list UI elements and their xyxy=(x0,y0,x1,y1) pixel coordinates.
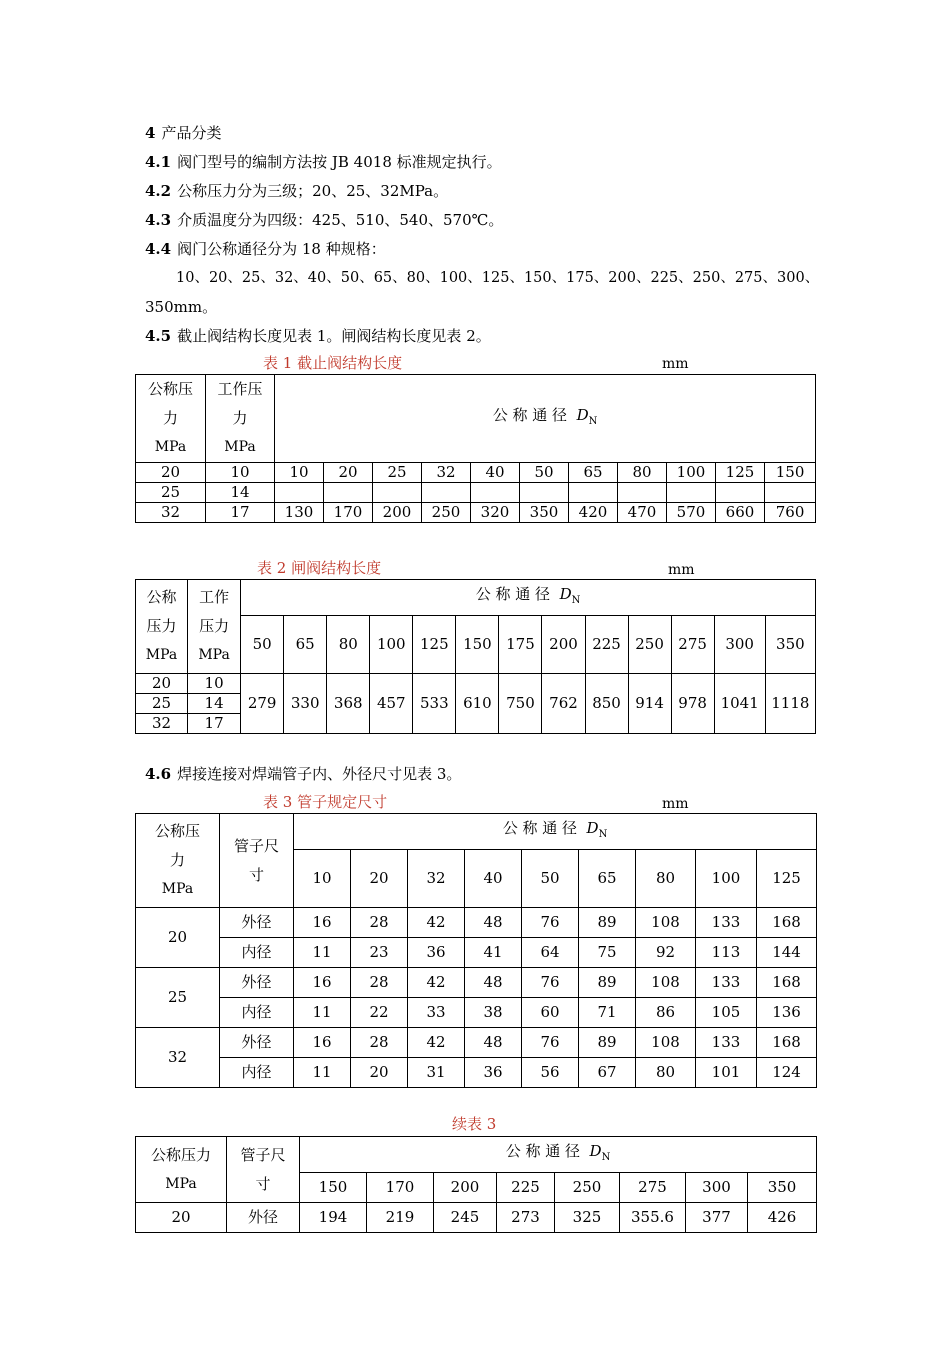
table-cell: 80 xyxy=(636,850,696,908)
table-row xyxy=(136,674,816,694)
table3b xyxy=(135,1136,817,1233)
table-cell: 275 xyxy=(620,1173,686,1203)
table-cell: 420 xyxy=(569,503,618,523)
table-cell: 762 xyxy=(542,674,585,734)
table-cell: 71 xyxy=(579,998,636,1028)
table-cell: 610 xyxy=(456,674,499,734)
table-cell: 16 xyxy=(294,908,351,938)
table-cell: 50 xyxy=(241,616,284,674)
table-cell: 350 xyxy=(520,503,569,523)
table-cell: 20 xyxy=(136,908,220,968)
table-row xyxy=(136,998,817,1028)
table-row xyxy=(136,1028,817,1058)
table-cell: 36 xyxy=(408,938,465,968)
table-cell: 1118 xyxy=(765,674,815,734)
table-cell: 200 xyxy=(542,616,585,674)
table-cell: 25 xyxy=(373,463,422,483)
table1-caption: 表 1 截止阀结构长度 xyxy=(263,354,403,372)
table1 xyxy=(135,374,816,523)
para-4-6: 4.6 焊接连接对焊端管子内、外径尺寸见表 3。 xyxy=(145,765,462,783)
table-cell: 外径 xyxy=(220,1028,294,1058)
table-cell: 89 xyxy=(579,1028,636,1058)
table-cell: 470 xyxy=(618,503,667,523)
table-cell xyxy=(667,483,716,503)
table-cell: 11 xyxy=(294,1058,351,1088)
table-cell: 外径 xyxy=(227,1203,300,1233)
table-cell: 22 xyxy=(351,998,408,1028)
table-cell: 200 xyxy=(434,1173,497,1203)
table-cell: 36 xyxy=(465,1058,522,1088)
table-cell: 150 xyxy=(765,463,816,483)
table-cell: 65 xyxy=(569,463,618,483)
table1-unit: mm xyxy=(662,356,689,372)
table-cell: 89 xyxy=(579,968,636,998)
table-cell: 355.6 xyxy=(620,1203,686,1233)
table-cell: 16 xyxy=(294,1028,351,1058)
table-cell: 28 xyxy=(351,968,408,998)
table-cell: 130 xyxy=(275,503,324,523)
table-cell: 533 xyxy=(413,674,456,734)
table-cell: 275 xyxy=(671,616,714,674)
table-cell xyxy=(422,483,471,503)
table-cell: 978 xyxy=(671,674,714,734)
table-cell: 67 xyxy=(579,1058,636,1088)
table-cell: 320 xyxy=(471,503,520,523)
table-cell: 170 xyxy=(324,503,373,523)
table-cell: 330 xyxy=(284,674,327,734)
table-cell: 89 xyxy=(579,908,636,938)
table-cell: 20 xyxy=(136,674,188,694)
table-cell: 350 xyxy=(765,616,815,674)
table-cell xyxy=(520,483,569,503)
table3-header-dn: 公 称 通 径 $D_N$ xyxy=(294,814,817,850)
table-cell: 40 xyxy=(471,463,520,483)
table-cell: 570 xyxy=(667,503,716,523)
table-cell: 660 xyxy=(716,503,765,523)
table-cell: 170 xyxy=(367,1173,434,1203)
table-cell: 168 xyxy=(757,1028,817,1058)
table2-caption: 表 2 闸阀结构长度 xyxy=(257,559,382,577)
table-cell: 16 xyxy=(294,968,351,998)
table-cell: 25 xyxy=(136,694,188,714)
table-cell: 300 xyxy=(686,1173,748,1203)
table-cell: 105 xyxy=(696,998,757,1028)
table2-unit: mm xyxy=(668,562,695,578)
table-cell: 20 xyxy=(324,463,373,483)
para-4-1: 4.1 阀门型号的编制方法按 JB 4018 标准规定执行。 xyxy=(145,153,502,171)
table-cell: 48 xyxy=(465,908,522,938)
table-cell: 32 xyxy=(408,850,465,908)
table-cell: 101 xyxy=(696,1058,757,1088)
table2-header-pressure: 公称 压力 MPa xyxy=(136,580,188,674)
table-cell: 426 xyxy=(748,1203,817,1233)
para-4-4: 4.4 阀门公称通径分为 18 种规格： xyxy=(145,240,386,258)
table3b-header-pressure: 公称压力 MPa xyxy=(136,1137,227,1203)
table-cell: 108 xyxy=(636,968,696,998)
table-cell: 133 xyxy=(696,968,757,998)
table-cell: 64 xyxy=(522,938,579,968)
table-cell: 175 xyxy=(499,616,542,674)
table-cell: 56 xyxy=(522,1058,579,1088)
table-cell: 65 xyxy=(579,850,636,908)
table-cell: 150 xyxy=(456,616,499,674)
table-cell: 10 xyxy=(275,463,324,483)
table-cell: 113 xyxy=(696,938,757,968)
table-row xyxy=(136,483,816,503)
table-cell: 17 xyxy=(206,503,275,523)
table-cell: 86 xyxy=(636,998,696,1028)
table-cell: 50 xyxy=(522,850,579,908)
table3-header-pipe: 管子尺 寸 xyxy=(220,814,294,908)
table2-header-dn: 公 称 通 径 $D_N$ xyxy=(241,580,816,616)
table-cell xyxy=(569,483,618,503)
table1-header-dn: 公 称 通 径 $D_N$ xyxy=(275,375,816,463)
table-cell xyxy=(471,483,520,503)
table-cell: 133 xyxy=(696,1028,757,1058)
table-cell: 25 xyxy=(136,968,220,1028)
table-cell: 14 xyxy=(188,694,241,714)
table-cell: 10 xyxy=(206,463,275,483)
table-cell: 42 xyxy=(408,968,465,998)
table3b-caption: 续表 3 xyxy=(452,1115,497,1133)
table-cell: 32 xyxy=(136,714,188,734)
para-4-3: 4.3 介质温度分为四级：425、510、540、570℃。 xyxy=(145,211,504,229)
table-cell: 250 xyxy=(422,503,471,523)
table-cell: 48 xyxy=(465,1028,522,1058)
table-cell: 20 xyxy=(351,850,408,908)
table-cell: 23 xyxy=(351,938,408,968)
table-cell: 11 xyxy=(294,938,351,968)
table-cell: 14 xyxy=(206,483,275,503)
table-cell: 100 xyxy=(696,850,757,908)
table-cell: 1041 xyxy=(714,674,765,734)
table-cell: 76 xyxy=(522,968,579,998)
table-cell: 17 xyxy=(188,714,241,734)
table-cell: 125 xyxy=(716,463,765,483)
table2 xyxy=(135,579,816,734)
table-cell: 350 xyxy=(748,1173,817,1203)
table-cell: 168 xyxy=(757,908,817,938)
table-cell: 245 xyxy=(434,1203,497,1233)
table-cell: 28 xyxy=(351,908,408,938)
para-4-2: 4.2 公称压力分为三级；20、25、32MPa。 xyxy=(145,182,449,200)
table-cell: 750 xyxy=(499,674,542,734)
table-cell: 100 xyxy=(370,616,413,674)
table-cell: 194 xyxy=(300,1203,367,1233)
table-cell: 32 xyxy=(422,463,471,483)
table-cell: 外径 xyxy=(220,968,294,998)
table-cell: 225 xyxy=(497,1173,555,1203)
table-cell: 42 xyxy=(408,908,465,938)
table3b-header-pipe: 管子尺 寸 xyxy=(227,1137,300,1203)
table1-header-work: 工作压 力 MPa xyxy=(206,375,275,463)
table3-caption: 表 3 管子规定尺寸 xyxy=(263,793,388,811)
table-cell: 28 xyxy=(351,1028,408,1058)
table-cell: 32 xyxy=(136,503,206,523)
table-cell xyxy=(324,483,373,503)
table3-unit: mm xyxy=(662,796,689,812)
table-cell: 100 xyxy=(667,463,716,483)
table-cell: 144 xyxy=(757,938,817,968)
table-cell: 200 xyxy=(373,503,422,523)
para-dn-list-end: 350mm。 xyxy=(145,298,218,316)
table-cell: 168 xyxy=(757,968,817,998)
table-cell: 76 xyxy=(522,908,579,938)
table-cell: 377 xyxy=(686,1203,748,1233)
table-cell: 760 xyxy=(765,503,816,523)
table-cell: 136 xyxy=(757,998,817,1028)
section-heading: 4 产品分类 xyxy=(145,124,222,142)
table-row xyxy=(136,463,816,483)
table-cell xyxy=(765,483,816,503)
table-cell: 50 xyxy=(520,463,569,483)
para-dn-list: 10、20、25、32、40、50、65、80、100、125、150、175、200、225、250、275、300、 xyxy=(176,270,820,286)
table-cell: 11 xyxy=(294,998,351,1028)
table-cell: 133 xyxy=(696,908,757,938)
table-cell: 125 xyxy=(413,616,456,674)
table-row xyxy=(136,938,817,968)
table-cell: 外径 xyxy=(220,908,294,938)
table-cell: 300 xyxy=(714,616,765,674)
table-cell: 20 xyxy=(351,1058,408,1088)
table-cell: 48 xyxy=(465,968,522,998)
table-cell: 80 xyxy=(327,616,370,674)
table2-header-work: 工作 压力 MPa xyxy=(188,580,241,674)
table-cell: 76 xyxy=(522,1028,579,1058)
table-cell: 40 xyxy=(465,850,522,908)
table-cell: 38 xyxy=(465,998,522,1028)
table-cell: 125 xyxy=(757,850,817,908)
table-cell: 250 xyxy=(555,1173,620,1203)
table-row xyxy=(136,1058,817,1088)
table3-header-pressure: 公称压 力 MPa xyxy=(136,814,220,908)
table-cell: 10 xyxy=(188,674,241,694)
table3 xyxy=(135,813,817,1088)
para-4-5: 4.5 截止阀结构长度见表 1。闸阀结构长度见表 2。 xyxy=(145,327,491,345)
table-cell: 108 xyxy=(636,908,696,938)
table-cell: 368 xyxy=(327,674,370,734)
table-cell: 325 xyxy=(555,1203,620,1233)
table-cell: 内径 xyxy=(220,938,294,968)
table-row xyxy=(136,1203,817,1233)
table-cell: 20 xyxy=(136,1203,227,1233)
table-cell: 850 xyxy=(585,674,628,734)
table1-header-pressure: 公称压 力 MPa xyxy=(136,375,206,463)
table-cell xyxy=(275,483,324,503)
table-cell xyxy=(716,483,765,503)
table-cell: 80 xyxy=(636,1058,696,1088)
table-cell: 32 xyxy=(136,1028,220,1088)
table-cell: 92 xyxy=(636,938,696,968)
table-cell: 124 xyxy=(757,1058,817,1088)
table-cell: 250 xyxy=(628,616,671,674)
table-row xyxy=(136,503,816,523)
table-cell: 80 xyxy=(618,463,667,483)
table-cell: 10 xyxy=(294,850,351,908)
table-cell: 20 xyxy=(136,463,206,483)
table-cell: 279 xyxy=(241,674,284,734)
table-cell: 65 xyxy=(284,616,327,674)
table-cell: 25 xyxy=(136,483,206,503)
table-cell: 225 xyxy=(585,616,628,674)
table-cell: 内径 xyxy=(220,1058,294,1088)
table-row xyxy=(136,968,817,998)
table-cell: 42 xyxy=(408,1028,465,1058)
table-cell: 150 xyxy=(300,1173,367,1203)
table3b-header-dn: 公 称 通 径 $D_N$ xyxy=(300,1137,817,1173)
table-cell: 60 xyxy=(522,998,579,1028)
table-cell: 75 xyxy=(579,938,636,968)
table-cell: 33 xyxy=(408,998,465,1028)
table-cell: 914 xyxy=(628,674,671,734)
table-row xyxy=(136,908,817,938)
table-cell: 457 xyxy=(370,674,413,734)
table-cell: 内径 xyxy=(220,998,294,1028)
table-cell xyxy=(373,483,422,503)
table-cell: 273 xyxy=(497,1203,555,1233)
table-cell: 41 xyxy=(465,938,522,968)
table-cell xyxy=(618,483,667,503)
table-cell: 219 xyxy=(367,1203,434,1233)
table-cell: 31 xyxy=(408,1058,465,1088)
table-cell: 108 xyxy=(636,1028,696,1058)
